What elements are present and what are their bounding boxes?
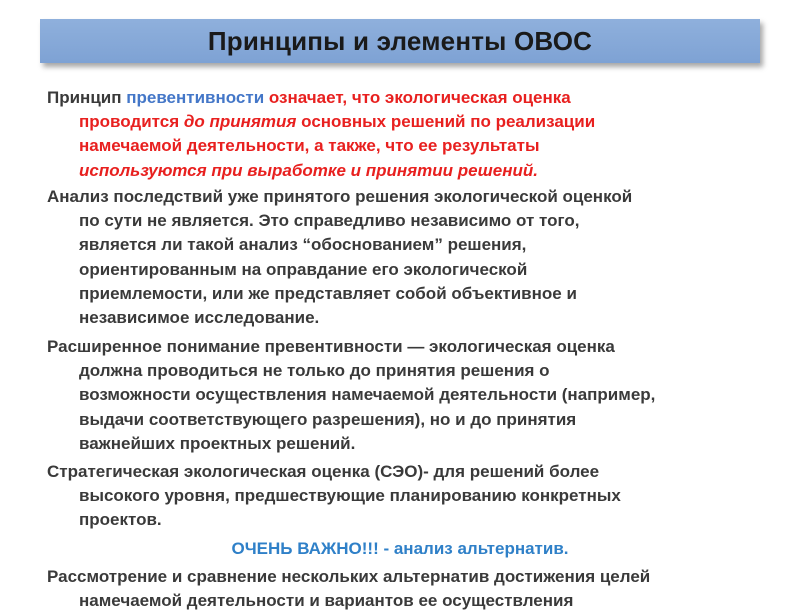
- p5-line-2: намечаемой деятельности и вариантов ее осуществления: [79, 591, 574, 611]
- paragraph-extended-preventivity: [47, 335, 655, 456]
- paragraph-preventivity: [47, 86, 595, 183]
- p2-line-3: является ли такой анализ “обоснованием” решения,: [79, 235, 527, 255]
- p5-line-1: Рассмотрение и сравнение нескольких альтернатив достижения целей: [47, 567, 651, 586]
- p2-line-4: ориентированным на оправдание его экологической: [79, 259, 528, 279]
- p1-principle-word: Принцип: [47, 88, 127, 107]
- important-note: ОЧЕНЬ ВАЖНО!!! - анализ альтернатив.: [231, 539, 569, 558]
- p2-line-5: приемлемости, или же представляет собой объективное и: [79, 283, 577, 303]
- p1-preventivity-term: превентивности: [126, 88, 265, 107]
- p4-line-3: проектов.: [79, 510, 162, 530]
- paragraph-analysis: [47, 185, 632, 330]
- p1-before-adoption: до принятия: [183, 112, 297, 132]
- p1-line-2-rest: основных решений по реализации: [296, 112, 596, 132]
- p2-line-6: независимое исследование.: [79, 308, 320, 328]
- paragraph-strategic-assessment: [47, 460, 621, 533]
- p1-line-3: намечаемой деятельности, а также, что ее результаты: [79, 136, 540, 156]
- p3-line-2: должна проводиться не только до принятия решения о: [79, 361, 550, 381]
- paragraph-alternatives: [47, 565, 650, 613]
- slide-title: Принципы и элементы ОВОС: [207, 25, 593, 56]
- p1-line-4: используются при выработке и принятии решений.: [79, 160, 538, 180]
- p3-line-1: Расширенное понимание превентивности — экологическая оценка: [47, 337, 615, 356]
- p3-line-4: выдачи соответствующего разрешения), но и до принятия: [79, 409, 577, 429]
- p1-line-1: [47, 86, 595, 110]
- p1-line-2: [47, 110, 595, 134]
- p3-line-3: возможности осуществления намечаемой деятельности (например,: [79, 385, 656, 405]
- p1-line-1-rest: означает, что экологическая оценка: [264, 88, 571, 107]
- p4-line-2: высокого уровня, предшествующие планированию конкретных: [79, 486, 621, 506]
- p4-line-1: Стратегическая экологическая оценка (СЭО)- для решений более: [47, 462, 600, 481]
- p2-line-2: по сути не является. Это справедливо независимо от того,: [79, 211, 580, 231]
- p1-line-2-start: проводится: [79, 112, 184, 132]
- p3-line-5: важнейших проектных решений.: [79, 433, 356, 453]
- p2-line-1: Анализ последствий уже принятого решения экологической оценкой: [47, 187, 633, 206]
